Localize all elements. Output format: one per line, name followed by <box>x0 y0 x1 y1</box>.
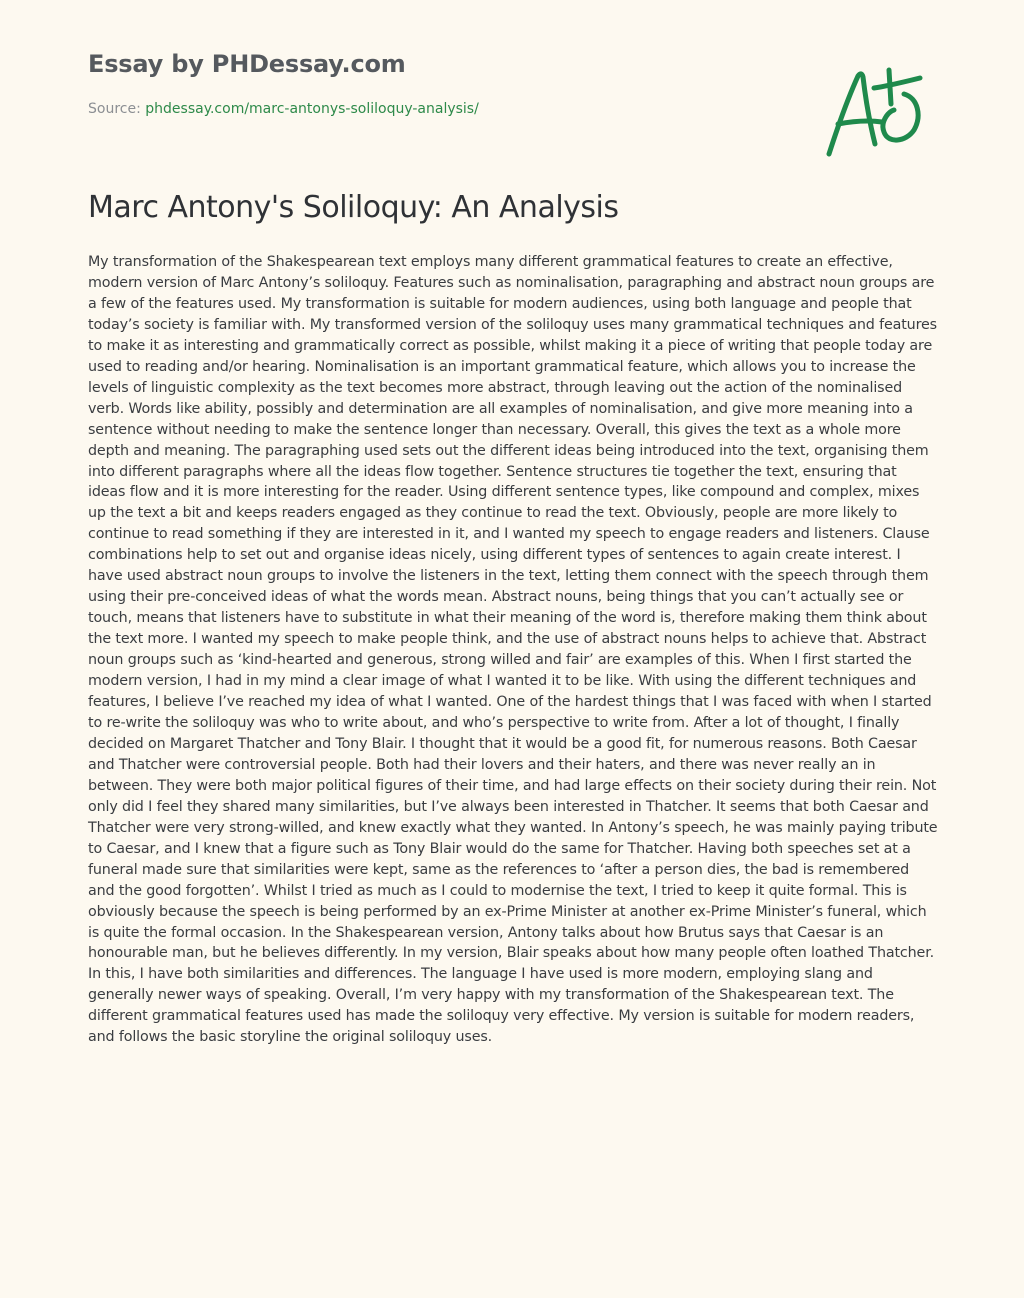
source-link[interactable]: phdessay.com/marc-antonys-soliloquy-analysis/ <box>145 101 479 117</box>
a-plus-logo-graphic <box>822 64 928 160</box>
page-title: Marc Antony's Soliloquy: An Analysis <box>88 190 619 225</box>
a-plus-logo-icon <box>822 64 928 160</box>
source-line <box>88 101 479 117</box>
site-brand: Essay by PHDessay.com <box>88 50 406 78</box>
source-label: Source: <box>88 101 146 117</box>
article-body: My transformation of the Shakespearean text employs many different grammatical features to create an effective, modern version of Marc Antony’s soliloquy. Features such as nominalisation, paragraphing and abstract noun groups are a few of the features used. My transformation is suitable for modern audiences, using both language and people that today’s society is familiar with. My transformed version of the soliloquy uses many grammatical techniques and features to make it as interesting and grammatically correct as possible, whilst making it a piece of writing that people today are used to reading and/or hearing. Nominalisation is an important grammatical feature, which allows you to increase the levels of linguistic complexity as the text becomes more abstract, through leaving out the action of the nominalised verb. Words like ability, possibly and determination are all examples of nominalisation, and give more meaning into a sentence without needing to make the sentence longer than necessary. Overall, this gives the text as a whole more depth and meaning. The paragraphing used sets out the different ideas being introduced into the text, organising them into different paragraphs where all the ideas flow together. Sentence structures tie together the text, ensuring that ideas flow and it is more interesting for the reader. Using different sentence types, like compound and complex, mixes up the text a bit and keeps readers engaged as they continue to read the text. Obviously, people are more likely to continue to read something if they are interested in it, and I wanted my speech to engage readers and listeners. Clause combinations help to set out and organise ideas nicely, using different types of sentences to again create interest. I have used abstract noun groups to involve the listeners in the text, letting them connect with the speech through them using their pre-conceived ideas of what the words mean. Abstract nouns, being things that you can’t actually see or touch, means that listeners have to substitute in what their meaning of the word is, therefore making them think about the text more. I wanted my speech to make people think, and the use of abstract nouns helps to achieve that. Abstract noun groups such as ‘kind-hearted and generous, strong willed and fair’ are examples of this. When I first started the modern version, I had in my mind a clear image of what I wanted it to be like. With using the different techniques and features, I believe I’ve reached my idea of what I wanted. One of the hardest things that I was faced with when I started to re-write the soliloquy was who to write about, and who’s perspective to write from. After a lot of thought, I finally decided on Margaret Thatcher and Tony Blair. I thought that it would be a good fit, for numerous reasons. Both Caesar and Thatcher were controversial people. Both had their lovers and their haters, and there was never really an in between. They were both major political figures of their time, and had large effects on their society during their rein. Not only did I feel they shared many similarities, but I’ve always been interested in Thatcher. It seems that both Caesar and Thatcher were very strong-willed, and knew exactly what they wanted. In Antony’s speech, he was mainly paying tribute to Caesar, and I knew that a figure such as Tony Blair would do the same for Thatcher. Having both speeches set at a funeral made sure that similarities were kept, same as the references to ‘after a person dies, the bad is remembered and the good forgotten’. Whilst I tried as much as I could to modernise the text, I tried to keep it quite formal. This is obviously because the speech is being performed by an ex-Prime Minister at another ex-Prime Minister’s funeral, which is quite the formal occasion. In the Shakespearean version, Antony talks about how Brutus says that Caesar is an honourable man, but he believes differently. In my version, Blair speaks about how many people often loathed Thatcher. In this, I have both similarities and differences. The language I have used is more modern, employing slang and generally newer ways of speaking. Overall, I’m very happy with my transformation of the Shakespearean text. The different grammatical features used has made the soliloquy very effective. My version is suitable for modern readers, and follows the basic storyline the original soliloquy uses. <box>88 254 938 1046</box>
